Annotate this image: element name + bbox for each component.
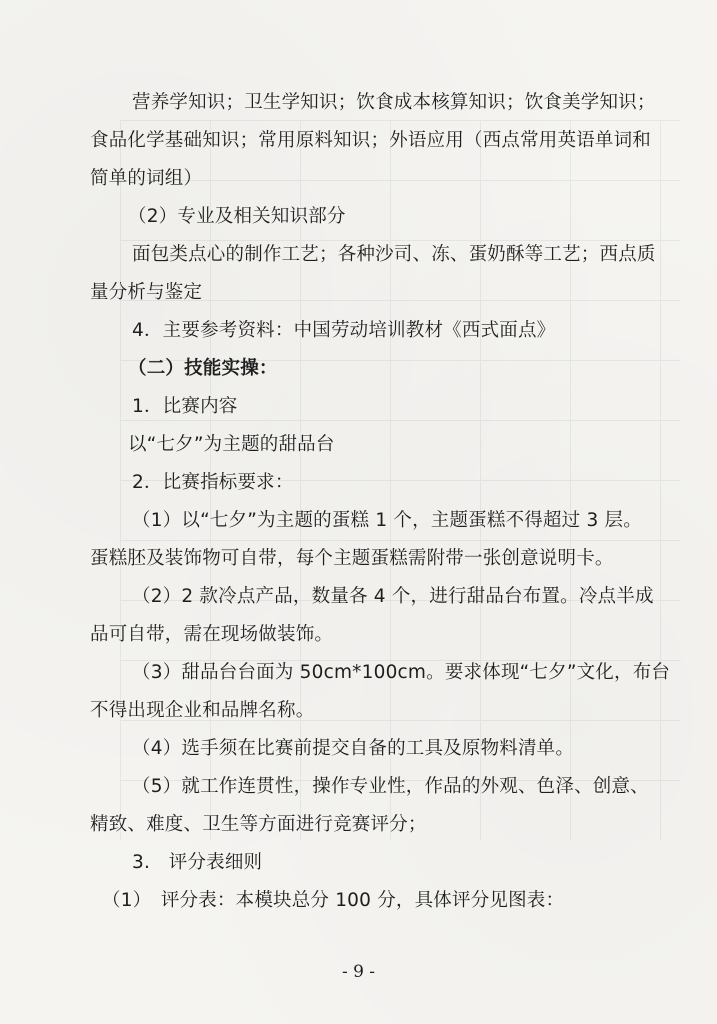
item-heading-1: 1．比赛内容 [132,396,238,417]
requirement-line-6: 不得出现企业和品牌名称。 [90,700,315,721]
requirement-line-8: （5）就工作连贯性，操作专业性，作品的外观、色泽、创意、 [132,776,649,797]
text-line-5: 面包类点心的制作工艺；各种沙司、冻、蛋奶酥等工艺；西点质 [132,244,656,265]
page-number: - 9 - [341,962,376,982]
item-heading-2: 2．比赛指标要求： [132,472,294,493]
requirement-line-1: （1）以“七夕”为主题的蛋糕 1 个，主题蛋糕不得超过 3 层。 [132,510,642,531]
text-line-6: 量分析与鉴定 [90,282,203,303]
text-line-2: 食品化学基础知识；常用原料知识；外语应用（西点常用英语单词和 [90,130,652,151]
requirement-line-5: （3）甜品台台面为 50cm*100cm。要求体现“七夕”文化，布台 [132,662,671,683]
section-heading: （二）技能实操： [128,358,278,379]
requirement-line-7: （4）选手须在比赛前提交自备的工具及原物料清单。 [132,738,575,759]
score-table-line: （1） 评分表：本模块总分 100 分，具体评分见图表： [102,890,565,911]
requirement-line-4: 品可自带，需在现场做装饰。 [90,624,334,645]
text-line-3: 简单的词组） [90,168,203,189]
reference-line: 4．主要参考资料：中国劳动培训教材《西式面点》 [132,320,556,341]
requirement-line-9: 精致、难度、卫生等方面进行竞赛评分； [90,814,427,835]
item-heading-3: 3. 评分表细则 [132,852,263,873]
requirement-line-2: 蛋糕胚及装饰物可自带，每个主题蛋糕需附带一张创意说明卡。 [90,548,614,569]
text-line-1: 营养学知识；卫生学知识；饮食成本核算知识；饮食美学知识； [132,92,656,113]
requirement-line-3: （2）2 款冷点产品，数量各 4 个，进行甜品台布置。冷点半成 [132,586,654,607]
section-subheading: （2）专业及相关知识部分 [128,206,346,227]
text-line-10: 以“七夕”为主题的甜品台 [128,434,335,455]
